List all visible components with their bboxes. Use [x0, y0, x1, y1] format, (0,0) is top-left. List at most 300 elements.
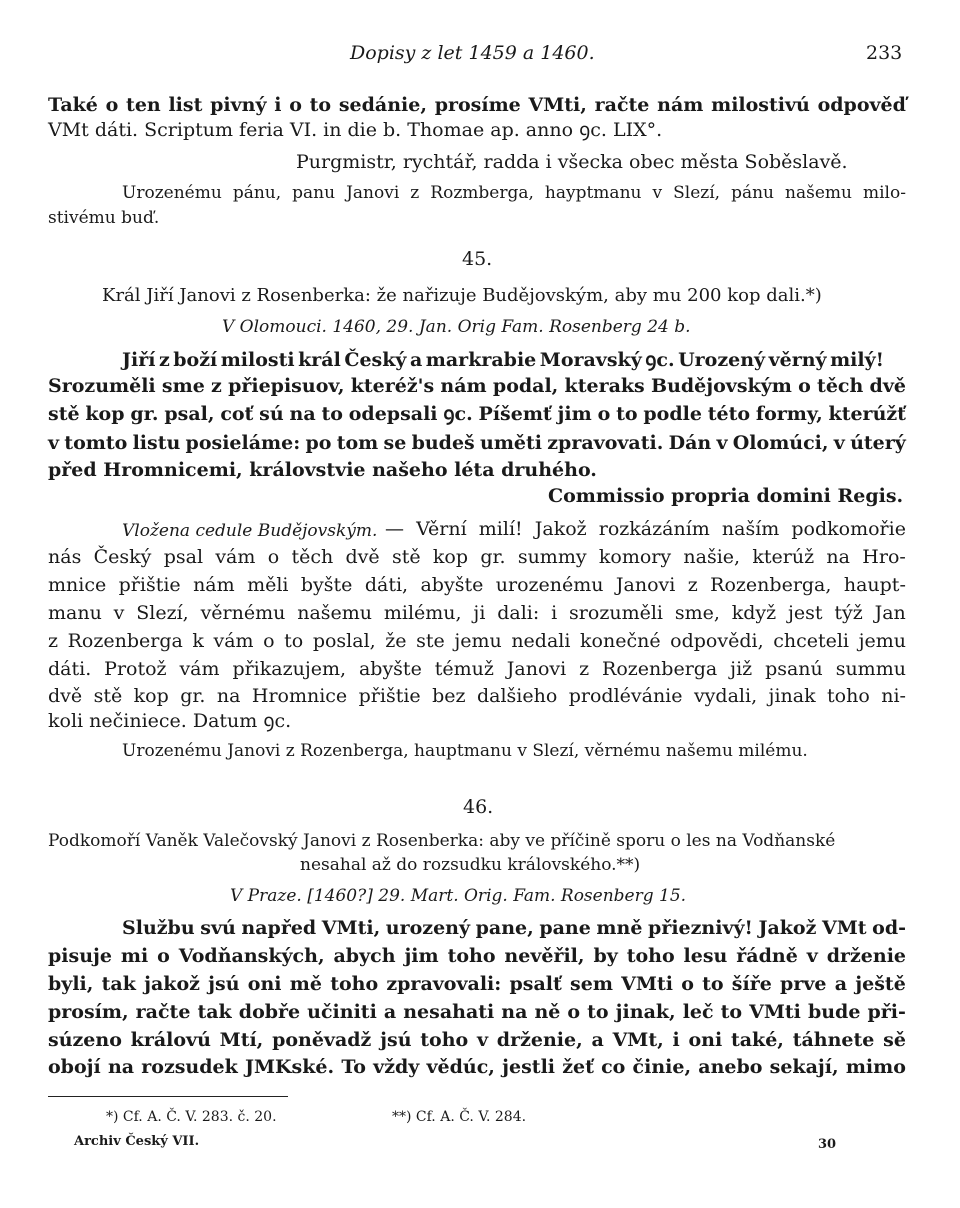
- word: jsú: [208, 973, 240, 995]
- word: to: [284, 630, 304, 652]
- word: měli: [247, 574, 289, 596]
- word: jemu: [454, 630, 502, 652]
- word: uměti: [480, 432, 543, 454]
- word: VMti: [621, 973, 673, 995]
- word: na: [501, 1001, 528, 1023]
- word: kteréž's: [350, 375, 435, 397]
- word: prodlévánie: [568, 685, 683, 707]
- word: jest: [788, 602, 823, 624]
- word: poslal,: [312, 630, 376, 652]
- word: pisuje: [48, 945, 112, 967]
- word: sedánie,: [338, 94, 427, 116]
- page-number: 233: [866, 42, 903, 64]
- word: našie,: [683, 546, 741, 568]
- word: o: [798, 375, 811, 397]
- word: Píšemť: [478, 403, 552, 425]
- word: sem: [570, 973, 613, 995]
- text-line: [122, 916, 906, 940]
- word: obojí: [48, 1056, 101, 1078]
- text-line: [48, 93, 906, 117]
- word: milí!: [478, 518, 523, 540]
- word: ten: [126, 94, 161, 116]
- word: nám: [193, 574, 235, 596]
- word: urozený: [385, 917, 471, 939]
- word: vydali,: [693, 685, 758, 707]
- word: psanú: [765, 658, 823, 680]
- word: o: [157, 945, 170, 967]
- word: na: [289, 403, 316, 425]
- word: o: [263, 630, 275, 652]
- text-line: [48, 657, 906, 681]
- word: kterúž: [752, 546, 815, 568]
- word: z: [579, 658, 590, 680]
- word: také,: [730, 1029, 784, 1051]
- word: byšte: [300, 574, 353, 596]
- word: jim: [557, 403, 592, 425]
- word: abyšte: [358, 658, 422, 680]
- word: kteraks: [564, 375, 645, 397]
- word: VMti,: [528, 94, 587, 116]
- word: Vodňanských,: [178, 945, 325, 967]
- running-title: Dopisy z let 1459 a 1460.: [350, 42, 595, 64]
- text-line: [122, 348, 884, 372]
- word: dvě: [869, 375, 906, 397]
- word: jakož: [144, 973, 200, 995]
- word: Protož: [104, 658, 167, 680]
- word: přieznivý!: [648, 917, 753, 939]
- word: že: [385, 630, 407, 652]
- word: jinak,: [615, 1001, 676, 1023]
- word: Věrní: [416, 518, 467, 540]
- word: formy,: [755, 403, 823, 425]
- word: tomto: [64, 432, 128, 454]
- word: nedali: [511, 630, 571, 652]
- word: a: [409, 349, 423, 371]
- word: panu: [292, 183, 336, 203]
- word: chceteli: [773, 630, 849, 652]
- word: milý!: [830, 349, 884, 371]
- word: přiepisuov,: [228, 375, 345, 397]
- text-line: [48, 374, 906, 398]
- text-line: [48, 1000, 906, 1024]
- word: v: [716, 432, 728, 454]
- word: VMti,: [321, 917, 381, 939]
- word: jestli: [502, 1056, 556, 1078]
- word: by: [593, 945, 618, 967]
- word: drženie,: [496, 1029, 583, 1051]
- text-line: před Hromnicemi, královstvie našeho léta druhého.: [48, 459, 597, 481]
- word: podal,: [492, 375, 559, 397]
- word: nám: [440, 375, 487, 397]
- word: abyšte: [420, 574, 484, 596]
- word: dáti,: [364, 574, 409, 596]
- word: VMti: [749, 1001, 801, 1023]
- word: přištie: [358, 685, 421, 707]
- word: to: [616, 403, 638, 425]
- word: račte: [594, 94, 650, 116]
- word: věrný: [768, 349, 827, 371]
- word: i: [274, 94, 282, 116]
- word: sú: [259, 403, 284, 425]
- word: i: [672, 1029, 680, 1051]
- word: věrnému: [200, 602, 286, 624]
- word: prosíme: [434, 94, 521, 116]
- word: našemu: [297, 602, 373, 624]
- word: při-: [867, 1001, 906, 1023]
- word: markrabie: [425, 349, 537, 371]
- word: témuž: [434, 658, 494, 680]
- word: račte: [135, 1001, 191, 1023]
- word: Jan: [874, 602, 906, 624]
- word: mnice: [48, 574, 107, 596]
- word: svú: [200, 917, 236, 939]
- word: toho: [626, 945, 675, 967]
- document-heading: Podkomoří Vaněk Valečovský Janovi z Rosenberka: aby ve příčině sporu o les na Vodňanské: [48, 831, 836, 851]
- word: JMKské.: [245, 1056, 335, 1078]
- word: po: [305, 432, 332, 454]
- word: stě: [93, 685, 123, 707]
- word: rozsudek: [141, 1056, 238, 1078]
- word: dvě: [48, 685, 83, 707]
- word: šíře: [731, 973, 772, 995]
- word: pivný: [210, 94, 267, 116]
- word: Jakož: [534, 518, 587, 540]
- word: toho: [420, 1029, 469, 1051]
- word: milostivú: [711, 94, 810, 116]
- word: král: [298, 349, 341, 371]
- word: jsú: [380, 1029, 412, 1051]
- word: psal: [163, 546, 204, 568]
- word: list: [168, 94, 203, 116]
- word: naším: [721, 518, 780, 540]
- word: přištie: [118, 574, 181, 596]
- word: súzeno: [48, 1029, 122, 1051]
- word: Hromnice: [251, 685, 348, 707]
- word: Budějovským: [651, 375, 792, 397]
- word: psal,: [164, 403, 215, 425]
- word: na: [216, 685, 241, 707]
- word: dvě: [345, 546, 380, 568]
- word: toho: [447, 945, 496, 967]
- word: ꝯc.: [443, 403, 473, 425]
- address-line: Urozenému Janovi z Rozenberga, hauptmanu v Slezí, věrnému našemu milému.: [122, 741, 808, 761]
- document-number: 46.: [463, 796, 494, 818]
- word: oni: [247, 973, 282, 995]
- word: a: [591, 1029, 604, 1051]
- word: v: [806, 945, 818, 967]
- word: na: [107, 1056, 135, 1078]
- word: o: [567, 1001, 581, 1023]
- word: dalšieho: [476, 685, 558, 707]
- word: psalť: [509, 973, 562, 995]
- word: v: [476, 1029, 489, 1051]
- text-line: Commissio propria domini Regis.: [548, 485, 904, 507]
- text-line: [48, 402, 906, 426]
- word: urozenému: [495, 574, 604, 596]
- word: vědúc,: [426, 1056, 495, 1078]
- document-heading: Král Jiří Janovi z Rosenberka: že nařizuje Budějovským, aby mu 200 kop dali.*): [102, 285, 822, 306]
- text-line: koli nečiniece. Datum ꝯc.: [48, 710, 292, 732]
- word: to: [309, 94, 332, 116]
- word: ještě: [855, 973, 906, 995]
- document-source: V Praze. [1460?] 29. Mart. Orig. Fam. Rosenberg 15.: [230, 886, 687, 906]
- word: boží: [173, 349, 218, 371]
- word: z: [211, 375, 222, 397]
- word: z: [687, 574, 698, 596]
- document-number: 45.: [462, 248, 493, 270]
- word: sě: [883, 1029, 906, 1051]
- document-heading: nesahal až do rozsudku královského.**): [300, 855, 641, 875]
- text-line: [48, 1055, 906, 1079]
- word: nám: [657, 94, 704, 116]
- word: to: [587, 1001, 609, 1023]
- word: táhnete: [792, 1029, 875, 1051]
- word: Olomúci,: [732, 432, 829, 454]
- word: to: [321, 403, 343, 425]
- word: se: [383, 432, 407, 454]
- word: poněvadž: [272, 1029, 372, 1051]
- word: rozkázáním: [598, 518, 710, 540]
- word: nás: [48, 546, 82, 568]
- word: Slezí,: [673, 183, 721, 203]
- word: vám: [179, 658, 220, 680]
- word: milému,: [383, 602, 462, 624]
- text-line: [385, 517, 906, 541]
- word: stě: [48, 403, 80, 425]
- word: a: [383, 1001, 397, 1023]
- word: stě: [391, 546, 421, 568]
- text-line: [48, 431, 906, 455]
- word: byli,: [48, 973, 94, 995]
- word: vám: [215, 546, 256, 568]
- word: nesahati: [403, 1001, 495, 1023]
- text-line: VMt dáti. Scriptum feria VI. in die b. Thomae ap. anno ꝯc. LIX°.: [48, 119, 663, 141]
- word: mi: [120, 945, 149, 967]
- word: tom: [336, 432, 379, 454]
- word: odepsali: [348, 403, 438, 425]
- word: konečné: [580, 630, 661, 652]
- word: kop: [133, 685, 169, 707]
- word: ni-: [881, 685, 906, 707]
- footnote-rule: [48, 1096, 288, 1097]
- word: bez: [432, 685, 466, 707]
- word: kterúžť: [828, 403, 906, 425]
- word: komory: [598, 546, 672, 568]
- word: našemu: [785, 183, 852, 203]
- word: zpravovali:: [386, 973, 502, 995]
- word: summy: [517, 546, 587, 568]
- word: od-: [872, 917, 906, 939]
- word: jemu: [858, 630, 906, 652]
- word: k: [192, 630, 204, 652]
- word: coť: [220, 403, 254, 425]
- word: Český: [344, 349, 407, 371]
- word: královú: [130, 1029, 211, 1051]
- word: oni: [688, 1029, 723, 1051]
- word: z: [410, 183, 420, 203]
- word: gr.: [180, 685, 206, 707]
- word: dáti.: [48, 658, 92, 680]
- word: prosím,: [48, 1001, 129, 1023]
- word: přikazujem,: [232, 658, 347, 680]
- word: pane,: [475, 917, 534, 939]
- word: o: [267, 546, 280, 568]
- word: Rozenberga: [602, 658, 718, 680]
- word: pánu,: [232, 183, 282, 203]
- insert-label: Vložena cedule Budějovským.: [122, 521, 378, 541]
- word: o: [681, 973, 694, 995]
- word: nevěřil,: [504, 945, 585, 967]
- word: pane: [539, 917, 591, 939]
- word: učiniti: [307, 1001, 377, 1023]
- word: těch: [291, 546, 334, 568]
- word: jinak: [768, 685, 816, 707]
- word: o: [105, 94, 119, 116]
- word: gr.: [480, 546, 506, 568]
- word: ste: [416, 630, 445, 652]
- word: mně: [596, 917, 643, 939]
- word: vám: [213, 630, 254, 652]
- sheet-signature: Archiv Český VII.: [74, 1134, 200, 1149]
- word: Janovi: [346, 183, 400, 203]
- word: na: [826, 546, 850, 568]
- sheet-number: 30: [818, 1137, 837, 1152]
- footnote: *) Cf. A. Č. V. 283. č. 20.: [106, 1109, 277, 1125]
- word: Jiří: [122, 349, 156, 371]
- word: podle: [643, 403, 702, 425]
- word: o: [289, 94, 302, 116]
- word: týž: [834, 602, 863, 624]
- word: manu: [48, 602, 102, 624]
- word: v: [48, 432, 60, 454]
- word: VMt: [822, 917, 867, 939]
- word: gr.: [130, 403, 159, 425]
- text-line: [48, 684, 906, 708]
- word: Janovi: [615, 574, 676, 596]
- word: řádně: [736, 945, 798, 967]
- word: haupt-: [843, 574, 906, 596]
- word: Rozmberga,: [430, 183, 534, 203]
- text-line: [48, 601, 906, 625]
- word: Urozený: [678, 349, 766, 371]
- word: dali:: [497, 602, 540, 624]
- word: drženie: [826, 945, 906, 967]
- word: prve: [780, 973, 827, 995]
- word: Službu: [122, 917, 195, 939]
- address-line: [122, 181, 906, 205]
- word: ꝯc.: [645, 349, 675, 371]
- word: již: [730, 658, 753, 680]
- word: těch: [817, 375, 864, 397]
- word: tak: [197, 1001, 232, 1023]
- text-line: [48, 545, 906, 569]
- document-source: V Olomouci. 1460, 29. Jan. Orig Fam. Rosenberg 24 b.: [222, 317, 691, 337]
- word: a: [834, 973, 848, 995]
- word: budeš: [411, 432, 475, 454]
- word: Český: [93, 546, 152, 568]
- word: posieláme:: [185, 432, 301, 454]
- word: o: [597, 403, 611, 425]
- word: VMt,: [612, 1029, 664, 1051]
- word: Mtí,: [219, 1029, 264, 1051]
- text-line: [48, 972, 906, 996]
- word: Rozenberga,: [710, 574, 832, 596]
- word: Hro-: [862, 546, 906, 568]
- word: co: [601, 1056, 626, 1078]
- word: činie,: [632, 1056, 692, 1078]
- word: toho: [330, 973, 379, 995]
- word: kop: [432, 546, 469, 568]
- word: To: [341, 1056, 366, 1078]
- text-line: [48, 1028, 906, 1052]
- word: i: [551, 602, 558, 624]
- text-line: [48, 573, 906, 597]
- word: napřed: [241, 917, 317, 939]
- word: srozuměli: [569, 602, 663, 624]
- word: žeť: [562, 1056, 594, 1078]
- word: odpovědi,: [670, 630, 764, 652]
- word: Janovi: [506, 658, 567, 680]
- word: ji: [473, 602, 486, 624]
- footnote: **) Cf. A. Č. V. 284.: [392, 1109, 527, 1125]
- word: —: [385, 518, 404, 540]
- word: leč: [682, 1001, 714, 1023]
- word: Srozuměli: [48, 375, 156, 397]
- word: milosti: [220, 349, 295, 371]
- word: to: [702, 973, 724, 995]
- word: hayptmanu: [544, 183, 642, 203]
- word: sme,: [674, 602, 720, 624]
- word: summu: [835, 658, 906, 680]
- word: Rozenberga: [67, 630, 183, 652]
- text-line: [48, 944, 906, 968]
- word: Dán: [668, 432, 712, 454]
- word: Slezí,: [136, 602, 189, 624]
- word: dobře: [238, 1001, 301, 1023]
- word: podkomořie: [791, 518, 906, 540]
- word: pánu: [731, 183, 774, 203]
- word: z: [158, 349, 170, 371]
- word: úterý: [850, 432, 906, 454]
- word: mě: [289, 973, 322, 995]
- word: této: [707, 403, 751, 425]
- word: odpověď: [817, 94, 906, 116]
- word: bude: [807, 1001, 861, 1023]
- word: toho: [827, 685, 870, 707]
- word: sekají,: [769, 1056, 839, 1078]
- word: Také: [48, 94, 98, 116]
- word: v: [113, 602, 125, 624]
- word: když: [731, 602, 777, 624]
- word: Moravský: [539, 349, 642, 371]
- word: mimo: [845, 1056, 906, 1078]
- word: Jakož: [758, 917, 817, 939]
- text-line: [48, 629, 906, 653]
- word: lesu: [683, 945, 728, 967]
- word: tak: [101, 973, 136, 995]
- word: to: [720, 1001, 743, 1023]
- word: vždy: [373, 1056, 420, 1078]
- word: v: [652, 183, 663, 203]
- word: anebo: [698, 1056, 763, 1078]
- word: sme: [161, 375, 205, 397]
- word: zpravovati.: [547, 432, 664, 454]
- word: listu: [132, 432, 181, 454]
- word: ně: [534, 1001, 561, 1023]
- word: z: [48, 630, 59, 652]
- word: v: [833, 432, 845, 454]
- word: abych: [333, 945, 396, 967]
